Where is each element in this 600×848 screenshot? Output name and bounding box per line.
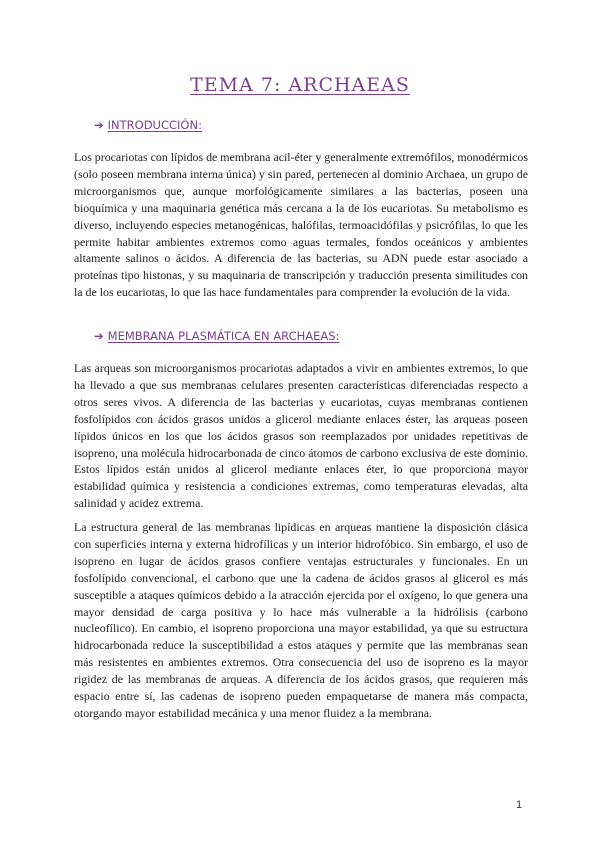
section-heading-text: MEMBRANA PLASMÁTICA EN ARCHAEAS: (107, 329, 340, 343)
page-number: 1 (516, 799, 523, 811)
paragraph-membrana-2: La estructura general de las membranas lipídicas en arqueas mantiene la disposición clásica con superficies interna y externa hidrofílicas y un interior hidrofóbico. Sin embargo, el uso de isopreno en lugar de ácidos grasos confiere ventajas estructurales y funcionales. En un fosfolípido convencional, el carbono que une la cadena de ácidos grasos al glicerol es más susceptible a ataques químicos debido a la atracción ejercida por el oxígeno, lo que genera una mayor densidad de carga positiva y lo hace más vulnerable a la hidrólisis (carbono nucleofílico). En cambio, el isopreno proporciona una mayor estabilidad, ya que su estructura hidrocarbonada reduce la susceptibilidad a estos ataques y permite que las membranas sean más resistentes en ambientes extremos. Otra consecuencia del uso de isopreno es la mayor rigidez de las membranas de arqueas. A diferencia de los ácidos grasos, que requieren más espacio entre sí, las cadenas de isopreno pueden empaquetarse de manera más compacta, otorgando mayor estabilidad mecánica y una menor fluidez a la membrana. (74, 520, 528, 720)
arrow-right-icon: ➔ (94, 329, 104, 343)
section-heading-membrana (94, 329, 339, 343)
arrow-right-icon: ➔ (94, 118, 104, 132)
section-heading-text: INTRODUCCIÓN: (107, 118, 202, 132)
paragraph-introduccion: Los procariotas con lípidos de membrana acil-éter y generalmente extremófilos, monodérmicos (solo poseen membrana interna única) y sin pared, pertenecen al dominio Archaea, un grupo de microorganismos que, aunque morfológicamente similares a las bacterias, poseen una bioquímica y una maquinaria genética más cercana a la de los eucariotas. Su metabolismo es diverso, incluyendo especies metanogénicas, halófilas, termoacidófilas y psicrófilas, lo que les permite habitar ambientes extremos como aguas termales, fondos oceánicos y ambientes altamente salinos o ácidos. A diferencia de las bacterias, su ADN puede estar asociado a proteínas tipo histonas, y su maquinaria de transcripción y traducción presenta similitudes con la de los eucariotas, lo que las hace fundamentales para comprender la evolución de la vida. (74, 150, 528, 300)
section-heading-introduccion (94, 118, 202, 132)
paragraph-membrana-1: Las arqueas son microorganismos procariotas adaptados a vivir en ambientes extremos, lo que ha llevado a que sus membranas celulares presenten características diferenciadas respecto a otros seres vivos. A diferencia de las bacterias y eucariotas, cuyas membranas contienen fosfolípidos con ácidos grasos unidos a glicerol mediante enlaces éster, las arqueas poseen lípidos únicos en los que los ácidos grasos son reemplazados por unidades repetitivas de isopreno, una molécula hidrocarbonada de cinco átomos de carbono exclusiva de este dominio. Estos lípidos están unidos al glicerol mediante enlaces éter, lo que proporciona mayor estabilidad química y resistencia a condiciones extremas, como temperaturas elevadas, alta salinidad y acidez extrema. (74, 361, 528, 511)
page-title: TEMA 7: ARCHAEAS (190, 74, 410, 96)
